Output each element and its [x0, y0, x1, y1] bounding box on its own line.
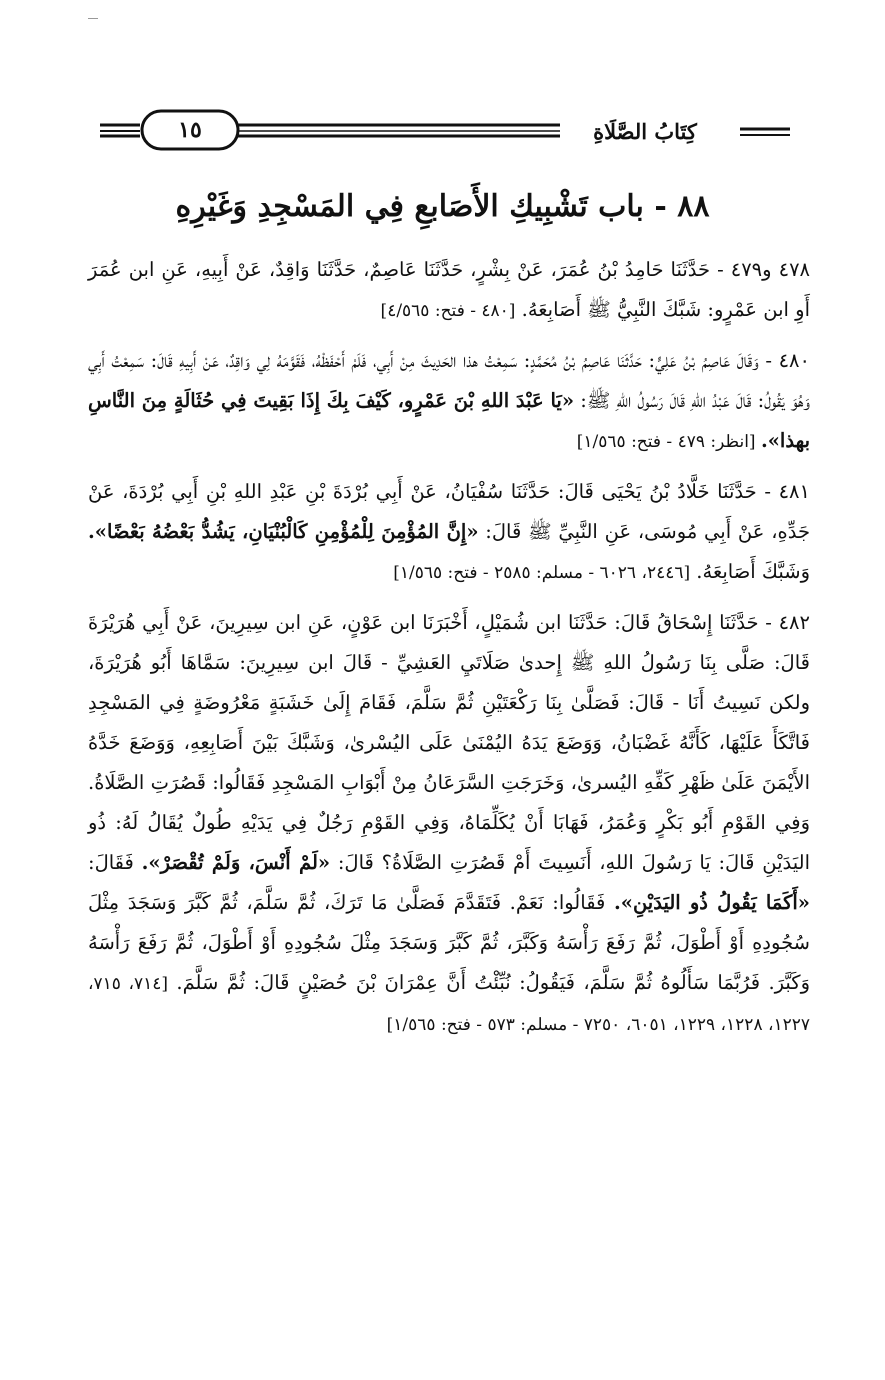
- page-number: ١٥: [178, 117, 202, 143]
- hadith-text: ٤٨١ - حَدَّثَنَا خَلَّادُ بْنُ يَحْيَى قَالَ: حَدَّثَنَا سُفْيَانُ، عَنْ أَبِي بُرْدَةَ بْنِ عَبْدِ اللهِ بْنِ أَبِي بُرْدَةَ، عَنْ جَدِّهِ، عَنْ أَبِي مُوسَى، عَنِ النَّبِيِّ ﷺ قَالَ:: [88, 480, 810, 543]
- running-header: [100, 105, 790, 155]
- hadith-references: [٢٤٤٦، ٦٠٢٦ - مسلم: ٢٥٨٥ - فتح: ١/٥٦٥]: [393, 563, 691, 583]
- hadith-text: فَقَالُوا: نَعَمْ. فَتَقَدَّمَ فَصَلَّىٰ مَا تَرَكَ، ثُمَّ سَلَّمَ، ثُمَّ كَبَّرَ وَسَجَدَ مِثْلَ سُجُودِهِ أَوْ أَطْوَلَ، ثُمَّ رَفَعَ رَأْسَهُ وَكَبَّرَ، ثُمَّ كَبَّرَ وَسَجَدَ مِثْلَ سُجُودِهِ أَوْ أَطْوَلَ، ثُمَّ رَفَعَ رَأْسَهُ وَكَبَّرَ. فَرُبَّمَا سَأَلُوهُ ثُمَّ سَلَّمَ، فَيَقُولُ: نُبِّئْتُ أَنَّ عِمْرَانَ بْنَ حُصَيْنٍ قَالَ: ثُمَّ سَلَّمَ.: [88, 891, 810, 994]
- hadith-text: فَقَالَ:: [88, 851, 142, 874]
- prophetic-saying: «لَمْ أَنْسَ، وَلَمْ تُقْصَرْ».: [141, 851, 331, 874]
- corner-mark: [88, 18, 98, 19]
- hadith-478-479: [88, 250, 810, 331]
- hadith-text: ٤٨٢ - حَدَّثَنَا إِسْحَاقُ قَالَ: حَدَّثَنَا ابن شُمَيْلٍ، أَخْبَرَنَا ابن عَوْنٍ، عَنِ ابن سِيرِينَ، عَنْ أَبِي هُرَيْرَةَ قَالَ: صَلَّى بِنَا رَسُولُ اللهِ ﷺ إِحدىٰ صَلَاتَيِ العَشِيِّ - قَالَ ابن سِيرِينَ: سَمَّاهَا أَبُو هُرَيْرَةَ، ولكن نَسِيتُ أَنَا - قَالَ: فَصَلَّىٰ بِنَا رَكْعَتَيْنِ ثُمَّ سَلَّمَ، فَقَامَ إِلَىٰ خَشَبَةٍ مَعْرُوضَةٍ فِي المَسْجِدِ فَاتَّكَأَ عَلَيْهَا، كَأَنَّهُ غَضْبَانُ، وَوَضَعَ يَدَهُ اليُمْنَىٰ عَلَى اليُسْرىٰ، وَشَبَّكَ بَيْنَ أَصَابِعِهِ، وَوَضَعَ خَدَّهُ الأَيْمَنَ عَلَىٰ ظَهْرِ كَفِّهِ اليُسرىٰ، وَخَرَجَتِ السَّرَعَانُ مِنْ أَبْوَابِ المَسْجِدِ فَقَالُوا: قَصُرَتِ الصَّلَاةُ. وَفِي القَوْمِ أَبُو بَكْرٍ وَعُمَرُ، فَهَابَا أَنْ يُكَلِّمَاهُ، وَفِي القَوْمِ رَجُلٌ فِي يَدَيْهِ طُولٌ يُقَالُ لَهُ: ذُو اليَدَيْنِ قَالَ: يَا رَسُولَ اللهِ، أَنَسِيتَ أَمْ قَصُرَتِ الصَّلَاةُ؟ قَالَ:: [88, 611, 811, 874]
- prophetic-saying: «إِنَّ المُؤْمِنَ لِلْمُؤْمِنِ كَالْبُنْيَانِ، يَشُدُّ بَعْضُهُ بَعْضًا».: [88, 520, 479, 543]
- hadith-text: وَشَبَّكَ أَصَابِعَهُ.: [690, 560, 810, 583]
- hadith-481: [88, 472, 810, 593]
- hadith-480: [88, 341, 810, 462]
- book-title: كِتَابُ الصَّلَاةِ: [560, 115, 730, 149]
- hadith-text: ٤٧٨ و٤٧٩ - حَدَّثَنَا حَامِدُ بْنُ عُمَرَ، عَنْ بِشْرٍ، حَدَّثَنَا عَاصِمٌ، حَدَّثَنَا وَاقِدٌ، عَنْ أَبِيهِ، عَنِ ابن عُمَرَ أَوِ ابن عَمْرٍو: شَبَّكَ النَّبِيُّ ﷺ أَصَابِعَهُ.: [88, 258, 811, 321]
- prophetic-saying: «أَكَمَا يَقُولُ ذُو اليَدَيْنِ».: [613, 891, 810, 914]
- prophetic-saying: «يَا عَبْدَ اللهِ بْنَ عَمْرٍو، كَيْفَ بِكَ إِذَا بَقِيتَ فِي حُثَالَةٍ مِنَ النَّاسِ بهذا».: [88, 389, 810, 452]
- chapter-title: ٨٨ - باب تَشْبِيكِ الأَصَابعِ فِي المَسْجِدِ وَغَيْرِهِ: [175, 189, 710, 224]
- hadith-list: [88, 250, 810, 1055]
- hadith-482: [88, 603, 810, 1045]
- hadith-references: [٤٨٠ - فتح: ٤/٥٦٥]: [380, 301, 516, 321]
- hadith-references: [٧١٤، ٧١٥، ١٢٢٧، ١٢٢٨، ١٢٢٩، ٦٠٥١، ٧٢٥٠ - مسلم: ٥٧٣ - فتح: ١/٥٦٥]: [88, 974, 810, 1035]
- hadith-text: ٤٨٠ - وَقَالَ عَاصِمُ بْنُ عَلِيٍّ: حَدَّثَنَا عَاصِمُ بْنُ مُحَمَّدٍ: سَمِعْتُ هذا الحَدِيثَ مِنْ أَبِي، فَلَمْ أَحْفَظْهُ، فَقَوَّمَهُ لِي وَاقِدٌ، عَنْ أَبِيهِ قَالَ: سَمِعْتُ أَبِي وَهُوَ يَقُولُ: قَالَ عَبْدُ اللهِ قَالَ رَسُولُ اللهِ ﷺ:: [88, 349, 810, 412]
- hadith-references: [انظر: ٤٧٩ - فتح: ١/٥٦٥]: [576, 432, 761, 452]
